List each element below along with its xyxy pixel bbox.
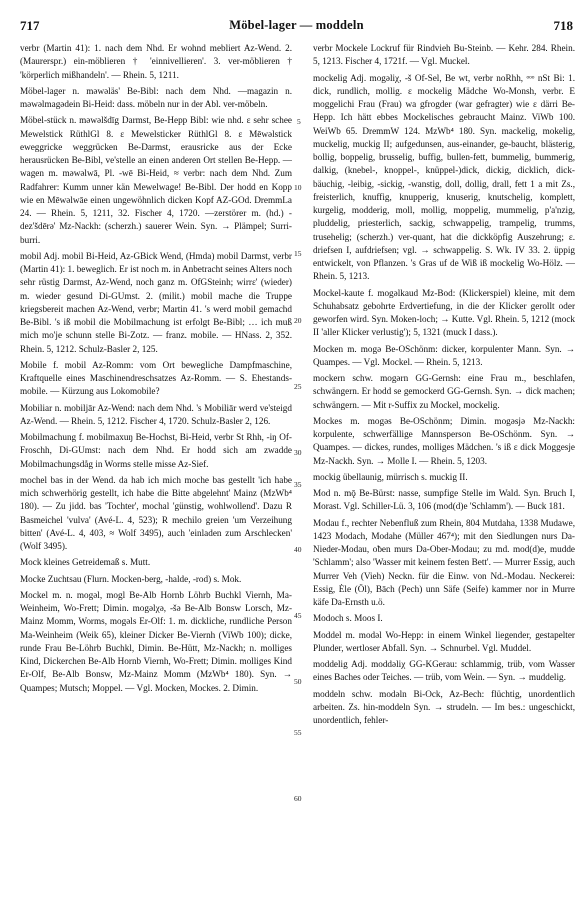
entry: Modau f., rechter Nebenfluß zum Rhein, 804 Mutdaha, 1338 Mudawe, 1423 Modach, Modahe (Müller 467⁴); mit den Siedlungen nurs Da-Nieder-Modau, oƀen murs Da-Ober-Modau; zu md. mod(d)e, mudde 'Schlamm'; also 'Wasser mit keinem festen Bett'. — Murrer Essig, auch Murrer Veh (Vieh) Neckn. für die Einw. von Nd.-Modau. Neckerei: Essig, Ėle (Öl), Bāch (Pech) unn Säfe (Seife) kammer nor in Murre käfe Da-Ernsth u.ö. <box>313 517 575 607</box>
entry: moddeln schw. modəln Bi-Ock, Az-Bech: flüchtig, unordentlich arbeiten. Zs. hin-moddeln Syn. → strudeln. — Im bes.: ungeschickt, unordentlich, fehler- <box>313 688 575 725</box>
entry: moddelig Adj. moddəliχ GG-KGerau: schlammig, trüb, vom Wasser eines Baches oder Teiches. — trüb, vom Wein. — Syn. → muddelig. <box>313 659 575 683</box>
line-number: 20 <box>294 316 302 325</box>
left-column <box>20 42 292 695</box>
line-number: 15 <box>294 249 302 258</box>
entry: mochel bas in der Wend. da hab ich mich moche bas gestellt 'ich habe mich schwerhörig gestellt, ich habe die Bitte abgelehnt' Mainz (MzWb⁴ 180). — Zu jidd. bas 'Tochter', mochal 'günstig, wohlwollend'. Dazu R Basmeichel 'vulva' (Avé-L. 4, 523); R mechilo greien 'um Verzeihung bitten' (Avé-L. 4, 403, ≈ Wolf 3495), auch 'einladen zum Arschlecken' (Wolf 3495). <box>20 474 292 551</box>
line-number: 10 <box>294 183 302 192</box>
running-title: Möbel-lager — moddeln <box>229 18 364 32</box>
line-number: 55 <box>294 728 302 737</box>
line-number: 45 <box>294 611 302 620</box>
entry: Mocke Zuchtsau (Flurn. Mocken-berg, -halde, -rod) s. Mok. <box>20 573 242 584</box>
page-number-right: 718 <box>553 18 573 33</box>
entry: Möbel-stück n. məwəlšdīg Darmst, Be-Hepp Bibl: wie nhd. ε sehr schee Mewelstick RüthlGl 8. ε Mewelsticker RüthlGl 8. ε Mēwəlstick eweggricke weggrücken Be-Darmst, erausricke aus der Ecke herausrücken Be-Bibl, ve'stelle an einen anderen Ort stellen Be-Hepp. —wagen m. məwəlwā, Pl. -wē Bi-Heid, ≈ verbr: nach dem Nhd. Zum Radfahrer: Kumm unner kän Mewelwage! Be-Bibl. Der hodd en Kopp wie en Mēwəlwāe einen ungewöhnlich dicken Kopf AZ-GOd. DremmLa 24. — Rhein. 5, 1211, 32. Fischer 4, 1720. —zerstörer m. (hd.) -dez'šdērə' Mz-Nackh: (scherzh.) sauerer Wein. Syn. → Plämpel; Surri-burri. <box>20 115 292 245</box>
running-header <box>20 18 573 38</box>
entry: Mobilmachung f. mobilmaxuŋ Be-Hochst, Bi-Heid, verbr St Rhh, -iŋ Of-Froschh, Di-GUmst: nach dem Nhd. Er hodd sich am zwadde Mobilmachungsdåg in Worms stelle misse Az-Sief. <box>20 432 292 469</box>
entry: verbr (Martin 41): 1. nach dem Nhd. Er wohnd mebliert Az-Wend. 2. (Maurerspr.) ein-möblieren † 'einnivellieren'. 3. ver-möblieren † 'körperlich mißhandeln'. — Rhein. 5, 1211. <box>20 43 292 80</box>
entry: mockig übellaunig, mürrisch s. muckig II. <box>313 471 468 482</box>
line-number: 40 <box>294 545 302 554</box>
line-number: 5 <box>297 117 301 126</box>
entry: mobil Adj. mobil Bi-Heid, Az-GBick Wend, (Hmda) mobil Darmst, verbr (Martin 41): 1. beweglich. Er ist noch m. in Anbetracht seines Alters noch sehr rüstig Darmst, Az-Wend, noch ganz m. OfGSteinh; wirrε' (wieder) m. wieder gesund Di-GUmst. 2. (milit.) mobil mache die Truppe kriegsbereit machen Az-Wend, verbr; Martin 41. 's werd mobil gemachd Be-Bibl. 's iß mobil die Mobilmachung ist erfolgt Be-Bibl; … ich muß mich mo'je schunn stelle Bi-Zotz. — franz. mobile. — HNass. 2, 352. Rhein. 5, 1212. Schulz-Basler 2, 125. <box>20 250 292 354</box>
entry: mockelig Adj. mogəliχ, -š Of-Sel, Be wt, verbr noRhh, ᵒᵒᵒ nSt Bi: 1. dick, rundlich, mollig. ε mockelig Mädche Wo-Monsh, verbr. E moggelichi Frau (Frau) wa gfrogder (war gefragter) wie ε därri Be-Hepp. Ich hätt ebbes Mockelisches gebraucht Mainz. ViWb 100. WeiWb 65. DremmW 124. MzWb⁴ 180. Syn. mackelig, mokelig, muckelig, muckig II; aufgedunsen, aus-einander, ge-baucht, blästerig, bollig, boppelig, brusselig, buffig, bullen-fett, bummelig, bummerig, dalkig, (knebel-, knoppel-, knüppel-)dick, dickig, dicklich, dick-bäuchig, -leibig, -sickig, -wanstig, doll, dollig, drall, fett 1 a mit Zs., freisterlich, knuffig, knupperig, knuserig, knutschelig, komplett, kurgelig, modderig, moll, mollig, moppelig, mummelig, p'a'nzig, pluddelig, priesterlich, sackig, schwappelig, trampelig, trumms, trusehelig; (scherzh.) ver-quant, hat die dickköpfig Auszehrung; ε. driefsen I, aufdriefsen; vgl. → schwappelig. S. Wk. IV 33. 2. üppig entwickelt, von Pflanzen. 's Gras uf de Wiß iß mockelig Wo-Hölz. — Rhein. 5, 1213. <box>313 72 575 282</box>
entry: Mocken m. mogə Be-OSchönm: dicker, korpulenter Mann. Syn. → Quampes. — Vgl. Mockel. — Rhein. 5, 1213. <box>313 343 575 367</box>
entry: Mobiliar n. mobiljār Az-Wend: nach dem Nhd. 's Mobiliār werd ve'steigd Az-Wend. — Rhein. 5, 1212. Fischer 4, 1720. Schulz-Basler 2, 126. <box>20 402 292 426</box>
entry: mockern schw. mogərn GG-Gernsh: eine Frau m., beschlafen, schwängern. Er hodd se gemockerd GG-Gernsh. Syn. → dick machen; schwängern. — Mit r-Suffix zu Mockel, mockelig. <box>313 373 575 410</box>
line-number: 60 <box>294 794 302 803</box>
entry: Mod n. mǭ Be-Bürst: nasse, sumpfige Stelle im Wald. Syn. Bruch I, Morast. Vgl. Schiller-Lü. 3, 106 (mod(d)e 'Schlamm'). — Buck 181. <box>313 488 575 512</box>
line-number: 50 <box>294 677 302 686</box>
line-number: 25 <box>294 382 302 391</box>
entry: Mock kleines Getreidemaß s. Mutt. <box>20 557 151 568</box>
right-column <box>313 42 575 727</box>
entry: Mockes m. mogəs Be-OSchönm; Dimin. mogəsjə Mz-Nackh: korpulente, schwerfällige Mannsperson Be-OSchönm. Syn. → Quampes. — dickes, rundes, molliges Mädchen. 's iß ε dick Moggesje Mz-Nackh. Syn. → Molle I. — Rhein. 5, 1203. <box>313 415 575 466</box>
line-number: 30 <box>294 448 302 457</box>
entry: Mockel m. n. mogəl, mogl Be-Alb Hornb Löhrb Buchkl Viernh, Ma-Weinheim, Wo-Frett; Dimin. mogəlχə, -šə Be-Alb Bonsw Lorsch, Mz-Mainz Momm, Worms, mogəls Er-Olf: 1. m. dickliche, rundliche Person Ma-Weinheim (Weik 65), kleiner Dicker Be-Viernh (ViWb 100); dicke, runde Frau Be-Löhrb Buchkl, Dimin. Be-Hütt, Mz-Nackh; n. molliges Kind, Dickerchen Be-Alb Hornb Viernh, Wo-Frett; Dimin. molliges Kind Er-Olf, Be-Alb Bonsw, Mz-Mainz Momm (MzWb⁴ 180). Syn. → Quampes; Mutsch; Moppel. — Vgl. Mocken, Mockes. 2. Dimin. <box>20 589 292 693</box>
page-number-left: 717 <box>20 18 40 33</box>
entry: Möbel-lager n. məwəläs' Be-Bibl: nach dem Nhd. —magazin n. məwəlmagədein Bi-Heid: dass. möbeln nur in der Abl. ver-möbeln. <box>20 85 292 109</box>
line-number: 35 <box>294 480 302 489</box>
entry: verbr Mockele Lockruf für Rindvieh Bu-Steinb. — Kehr. 284. Rhein. 5, 1213. Fischer 4, 1721f. — Vgl. Muckel. <box>313 43 575 67</box>
entry: Mockel-kaute f. mogəlkaud Mz-Bod: (Klickerspiel) kleine, mit dem Schuhabsatz gebohrte Erdvertiefung, in die der Klicker gerollt oder geworfen wird. Syn. Moken-loch; → Kutte. Vgl. Rhein. 5, 1212 (mock II 'aller Klicker verlustig'); 5, 1321 (muck I dass.). <box>313 287 575 338</box>
entry: Modoch s. Moos I. <box>313 613 383 624</box>
entry: Mobile f. mobil Az-Romm: vom Ort bewegliche Dampfmaschine, Kraftquelle eines Maschinendreschsatzes Az-Romm. — S. Ehestands-mobile. — Kürzung aus Lokomobile? <box>20 359 292 397</box>
entry: Moddel m. modəl Wo-Hepp: in einem Winkel liegender, gestapelter Plunder, wertloser Abfall. Syn. → Schnurbel. Vgl. Muddel. <box>313 629 575 653</box>
